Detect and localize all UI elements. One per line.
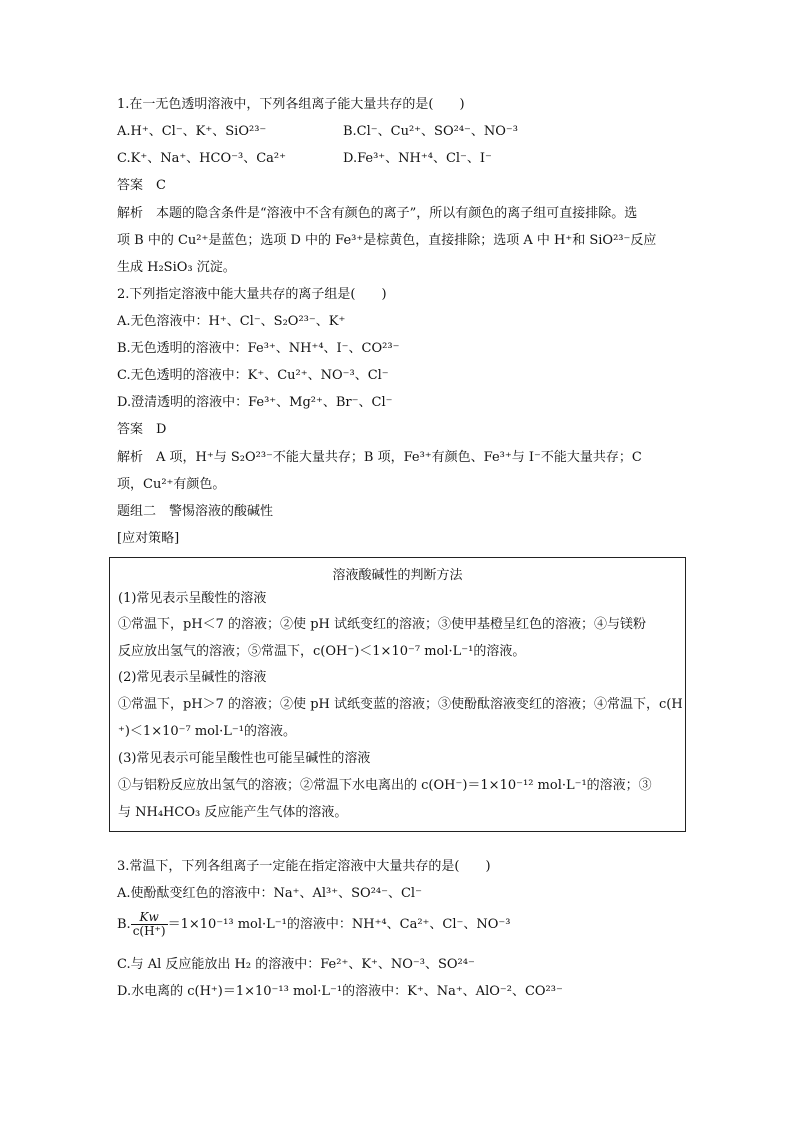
judgment-method-box (109, 557, 686, 832)
q1-stem: 1.在一无色透明溶液中，下列各组离子能大量共存的是( ) (117, 97, 465, 112)
box-title: 溶液酸碱性的判断方法 (332, 568, 463, 583)
q1-analysis-line2: 项 B 中的 Cu²⁺是蓝色；选项 D 中的 Fe³⁺是棕黄色，直接排除；选项 A 中 H⁺和 SiO²³⁻反应 (117, 233, 657, 248)
box-basic-line1: ①常温下，pH＞7 的溶液；②使 pH 试纸变蓝的溶液；③使酚酞溶液变红的溶液；④常温下，c(H (118, 697, 683, 712)
box-either-line1: ①与铝粉反应放出氢气的溶液；②常温下水电离出的 c(OH⁻)＝1×10⁻¹² mol·L⁻¹的溶液；③ (118, 778, 652, 793)
q3-option-b-prefix: B. (117, 917, 131, 932)
q2-analysis-line2: 项，Cu²⁺有颜色。 (117, 477, 226, 492)
q1-option-d: D.Fe³⁺、NH⁺⁴、Cl⁻、I⁻ (343, 151, 492, 166)
q3-stem: 3.常温下，下列各组离子一定能在指定溶液中大量共存的是( ) (117, 859, 491, 874)
group2-heading: 题组二 警惕溶液的酸碱性 (117, 504, 274, 519)
box-acidic-line2: 反应放出氢气的溶液；⑤常温下，c(OH⁻)＜1×10⁻⁷ mol·L⁻¹的溶液。 (118, 644, 526, 659)
q2-option-a: A.无色溶液中：H⁺、Cl⁻、S₂O²³⁻、K⁺ (117, 314, 346, 329)
q3-option-b (117, 911, 510, 938)
q3-option-b-text: ＝1×10⁻¹³ mol·L⁻¹的溶液中：NH⁺⁴、Ca²⁺、Cl⁻、NO⁻³ (167, 917, 511, 932)
q2-answer: 答案 D (117, 422, 167, 437)
fraction-denominator: c(H⁺) (132, 924, 166, 938)
q2-option-d: D.澄清透明的溶液中：Fe³⁺、Mg²⁺、Br⁻、Cl⁻ (117, 395, 393, 410)
q1-option-c: C.K⁺、Na⁺、HCO⁻³、Ca²⁺ (117, 151, 286, 166)
box-heading-either: (3)常见表示可能呈酸性也可能呈碱性的溶液 (118, 751, 371, 766)
q2-option-c: C.无色透明的溶液中：K⁺、Cu²⁺、NO⁻³、Cl⁻ (117, 368, 389, 383)
box-heading-basic: (2)常见表示呈碱性的溶液 (118, 670, 267, 685)
q3-option-a: A.使酚酞变红色的溶液中：Na⁺、Al³⁺、SO²⁴⁻、Cl⁻ (117, 886, 422, 901)
q2-analysis-line1: 解析 A 项，H⁺与 S₂O²³⁻不能大量共存；B 项，Fe³⁺有颜色、Fe³⁺与 I⁻不能大量共存；C (117, 450, 642, 465)
fraction-numerator: Kw (131, 911, 168, 925)
q1-analysis-line1: 解析 本题的隐含条件是“溶液中不含有颜色的离子”，所以有颜色的离子组可直接排除。选 (117, 206, 638, 221)
q1-answer: 答案 C (117, 178, 166, 193)
q3-option-c: C.与 Al 反应能放出 H₂ 的溶液中：Fe²⁺、K⁺、NO⁻³、SO²⁴⁻ (117, 957, 475, 972)
box-basic-line2: ⁺)＜1×10⁻⁷ mol·L⁻¹的溶液。 (118, 724, 296, 739)
q3-option-d: D.水电离的 c(H⁺)＝1×10⁻¹³ mol·L⁻¹的溶液中：K⁺、Na⁺、AlO⁻²、CO²³⁻ (117, 984, 563, 999)
strategy-heading: [应对策略] (117, 531, 180, 546)
q1-analysis-line3: 生成 H₂SiO₃ 沉淀。 (117, 260, 236, 275)
q2-option-b: B.无色透明的溶液中：Fe³⁺、NH⁺⁴、I⁻、CO²³⁻ (117, 341, 400, 356)
box-acidic-line1: ①常温下，pH＜7 的溶液；②使 pH 试纸变红的溶液；③使甲基橙呈红色的溶液；④与镁粉 (118, 617, 646, 632)
q2-stem: 2.下列指定溶液中能大量共存的离子组是( ) (117, 287, 387, 302)
q1-option-a: A.H⁺、Cl⁻、K⁺、SiO²³⁻ (117, 124, 267, 139)
kw-fraction (131, 911, 168, 938)
box-either-line2: 与 NH₄HCO₃ 反应能产生气体的溶液。 (118, 805, 348, 820)
q1-option-b: B.Cl⁻、Cu²⁺、SO²⁴⁻、NO⁻³ (343, 124, 518, 139)
box-heading-acidic: (1)常见表示呈酸性的溶液 (118, 591, 267, 606)
